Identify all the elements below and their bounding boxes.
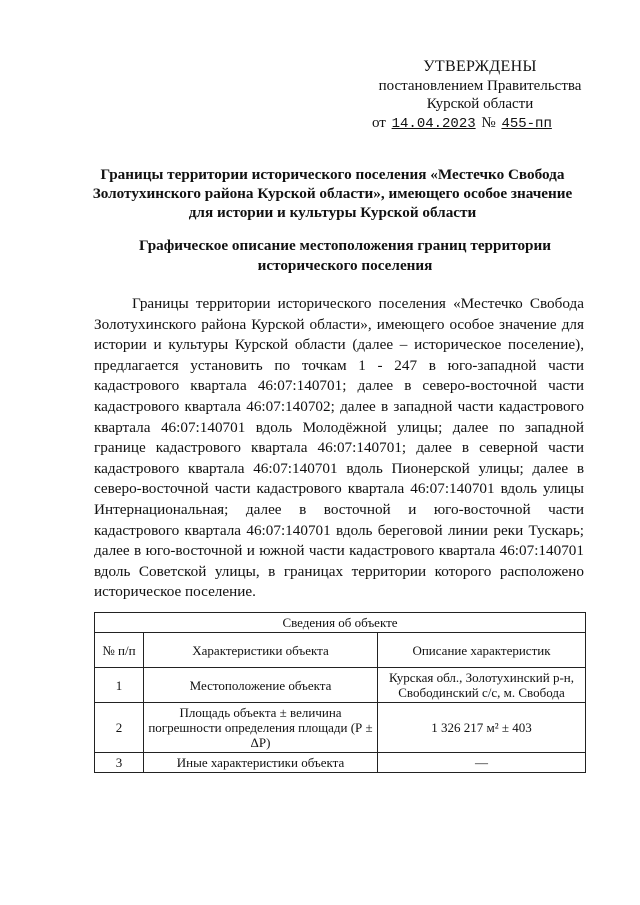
approval-line-2: Курской области [426, 96, 534, 112]
table-row [95, 703, 586, 753]
approval-block [360, 58, 600, 133]
row-number: 3 [95, 753, 144, 773]
document-title: Границы территории исторического поселения «Местечко Свобода Золотухинского района Курской области», имеющего особое значение для истории и культуры Курской области [92, 166, 573, 221]
row-description: — [378, 753, 586, 773]
document-subtitle: Графическое описание местоположения границ территории исторического поселения [138, 237, 552, 274]
table-caption-row [95, 613, 586, 633]
number-prefix: № [481, 114, 496, 131]
table-row [95, 668, 586, 703]
row-description: 1 326 217 м² ± 403 [378, 703, 586, 753]
approval-date-line [360, 114, 600, 134]
object-info-table [94, 612, 586, 773]
table-row [95, 753, 586, 773]
approval-heading: УТВЕРЖДЕНЫ [423, 58, 537, 75]
header-description: Описание характеристик [378, 633, 586, 668]
approval-date: 14.04.2023 [391, 115, 476, 132]
row-characteristic: Иные характеристики объекта [144, 753, 378, 773]
table-header-row [95, 633, 586, 668]
approval-line-1: постановлением Правительства [378, 77, 582, 94]
row-number: 1 [95, 668, 144, 703]
date-prefix: от [372, 114, 386, 131]
row-characteristic: Местоположение объекта [144, 668, 378, 703]
header-characteristic: Характеристики объекта [144, 633, 378, 668]
row-description: Курская обл., Золотухинский р-н, Свободинский с/с, м. Свобода [378, 668, 586, 703]
approval-number: 455-пп [501, 115, 552, 132]
header-number: № п/п [95, 633, 144, 668]
row-number: 2 [95, 703, 144, 753]
table-caption: Сведения об объекте [95, 613, 586, 633]
row-characteristic: Площадь объекта ± величина погрешности определения площади (Р ± ΔР) [144, 703, 378, 753]
boundary-description: Границы территории исторического поселения «Местечко Свобода Золотухинского района Курской области», имеющего особое значение для истории и культуры Курской области (далее – историческое поселение), предлагается установить по точкам 1 - 247 в юго-западной части кадастрового квартала 46:07:140701; далее в северо-восточной части кадастрового квартала 46:07:140702; далее в западной части кадастрового квартала 46:07:140701 вдоль Молодёжной улицы; далее по западной границе кадастрового квартала 46:07:140701; далее в северной части кадастрового квартала 46:07:140701 вдоль Пионерской улицы; далее в северо-восточной части кадастрового квартала 46:07:140701 вдоль улицы Интернациональная; далее в восточной и юго-восточной части кадастрового квартала 46:07:140701 вдоль береговой линии реки Тускарь; далее в юго-восточной и южной части кадастрового квартала 46:07:140701 вдоль Советской улицы, в границах территории которого расположено историческое поселение. [94, 295, 584, 601]
